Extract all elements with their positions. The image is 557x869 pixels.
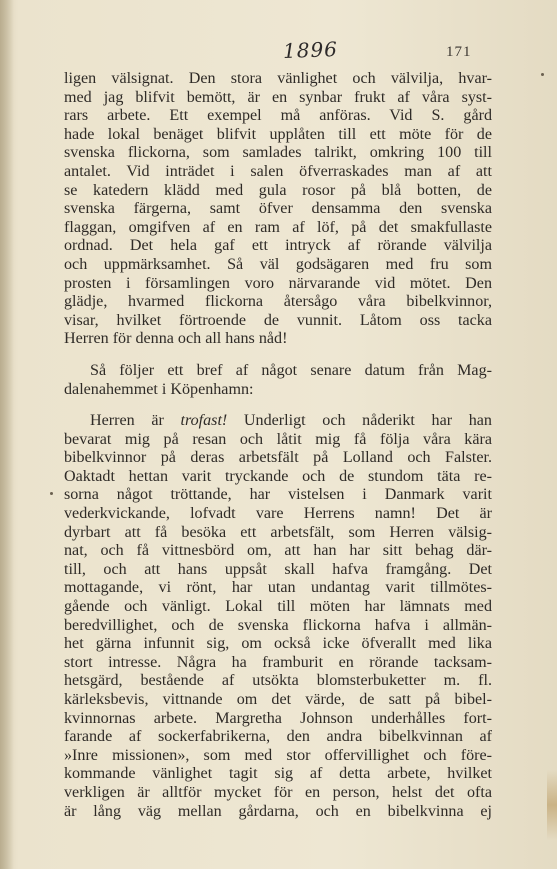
text-line: beredvillighet, och de svenska flickorna hafva i allmän- <box>64 616 492 634</box>
text-line: rars arbete. Ett exempel må anföras. Vid S. gård <box>64 107 492 125</box>
text-line: är lång väg mellan gårdarna, och en bibelkvinna ej <box>64 802 492 820</box>
text-line: ordnad. Det hela gaf ett intryck af rörande välvilja <box>64 237 492 255</box>
handwritten-year: 1896 <box>282 37 339 63</box>
paragraph-gap <box>64 399 492 412</box>
text-line: bevarat mig på resan och låtit mig få följa våra kära <box>64 430 492 448</box>
text-line: visar, hvilket förtroende de vunnit. Låtom oss tacka <box>64 311 492 329</box>
text-run: Herren är <box>90 412 181 430</box>
text-line: kvinnornas arbete. Margretha Johnson underhålles fort- <box>64 709 492 727</box>
body-text <box>64 70 492 821</box>
paragraph-gap <box>64 349 492 362</box>
text-line: antalet. Vid inträdet i salen öfverraskades man af att <box>64 162 492 180</box>
gutter-shadow <box>0 0 14 869</box>
text-line: »Inre missionen», som med stor offervillighet och före- <box>64 746 492 764</box>
text-line: hetsgärd, bestående af utsökta blomsterbuketter m. fl. <box>64 672 492 690</box>
margin-mark <box>541 73 544 76</box>
page-stain <box>547 770 557 840</box>
text-line: svenska färgerna, samt öfver densamma den svenska <box>64 200 492 218</box>
page-number: 171 <box>446 44 472 60</box>
text-line: med jag blifvit bemött, är en synbar frukt af våra syst- <box>64 88 492 106</box>
text-line: glädje, hvarmed flickorna återsågo våra bibelkvinnor, <box>64 293 492 311</box>
text-line: svenska flickorna, som samlades talrikt, omkring 100 till <box>64 144 492 162</box>
text-line: se katedern klädd med gula rosor på blå botten, de <box>64 181 492 199</box>
text-line: prosten i församlingen voro närvarande vid mötet. Den <box>64 274 492 292</box>
paragraph-2 <box>64 362 492 399</box>
text-line: dyrbart att få besöka ett arbetsfält, som Herren välsig- <box>64 523 492 541</box>
text-line: till, och att hans uppsåt skall hafva framgång. Det <box>64 560 492 578</box>
text-line-first <box>64 412 492 431</box>
text-line: kommande vänlighet tagit sig af detta arbete, hvilket <box>64 765 492 783</box>
text-line: och uppmärksamhet. Så väl godsägaren med fru som <box>64 255 492 273</box>
margin-mark <box>50 492 53 495</box>
text-line: stort intresse. Några ha framburit en rörande tacksam- <box>64 653 492 671</box>
text-line: het gärna infunnit sig, om också icke öfverallt med lika <box>64 635 492 653</box>
text-line: mottagande, vi rönt, har utan undantag varit tillmötes- <box>64 579 492 597</box>
text-line: dalenahemmet i Köpenhamn: <box>64 380 254 398</box>
text-line: kärleksbevis, vittnande om det värde, de satt på bibel- <box>64 691 492 708</box>
text-run: Underligt och nåderikt har han <box>227 412 492 430</box>
italic-word: trofast! <box>180 412 228 430</box>
text-line: verkligen är alltför mycket för en person, helst det ofta <box>64 783 492 801</box>
text-line: sorna något tröttande, har vistelsen i Danmark varit <box>64 486 492 504</box>
text-line: farande af sockerfabrikerna, den andra bibelkvinnan af <box>64 728 492 746</box>
text-line: Så följer ett bref af något senare datum från Mag- <box>90 361 492 379</box>
text-line: Herren för denna och all hans nåd! <box>64 330 288 348</box>
text-line: gående och vänligt. Lokal till möten har lämnats med <box>64 598 492 616</box>
text-line: vederkvickande, lofvadt vare Herrens namn! Det är <box>64 505 492 523</box>
paragraph-1 <box>64 70 492 349</box>
paragraph-3 <box>64 412 492 821</box>
text-line: Oaktadt hettan varit tryckande och de stundom täta re- <box>64 467 492 485</box>
text-line: nat, och få vittnesbörd om, att han har sitt behag där- <box>64 542 492 560</box>
text-line: flaggan, omgifven af en ram af löf, på det smakfullaste <box>64 218 492 236</box>
text-line: ligen välsignat. Den stora vänlighet och välvilja, hvar- <box>64 70 492 87</box>
text-line: hade lokal benäget blifvit upplåten till ett möte för de <box>64 125 492 143</box>
text-line: bibelkvinnor på deras arbetsfält på Lolland och Falster. <box>64 449 492 467</box>
